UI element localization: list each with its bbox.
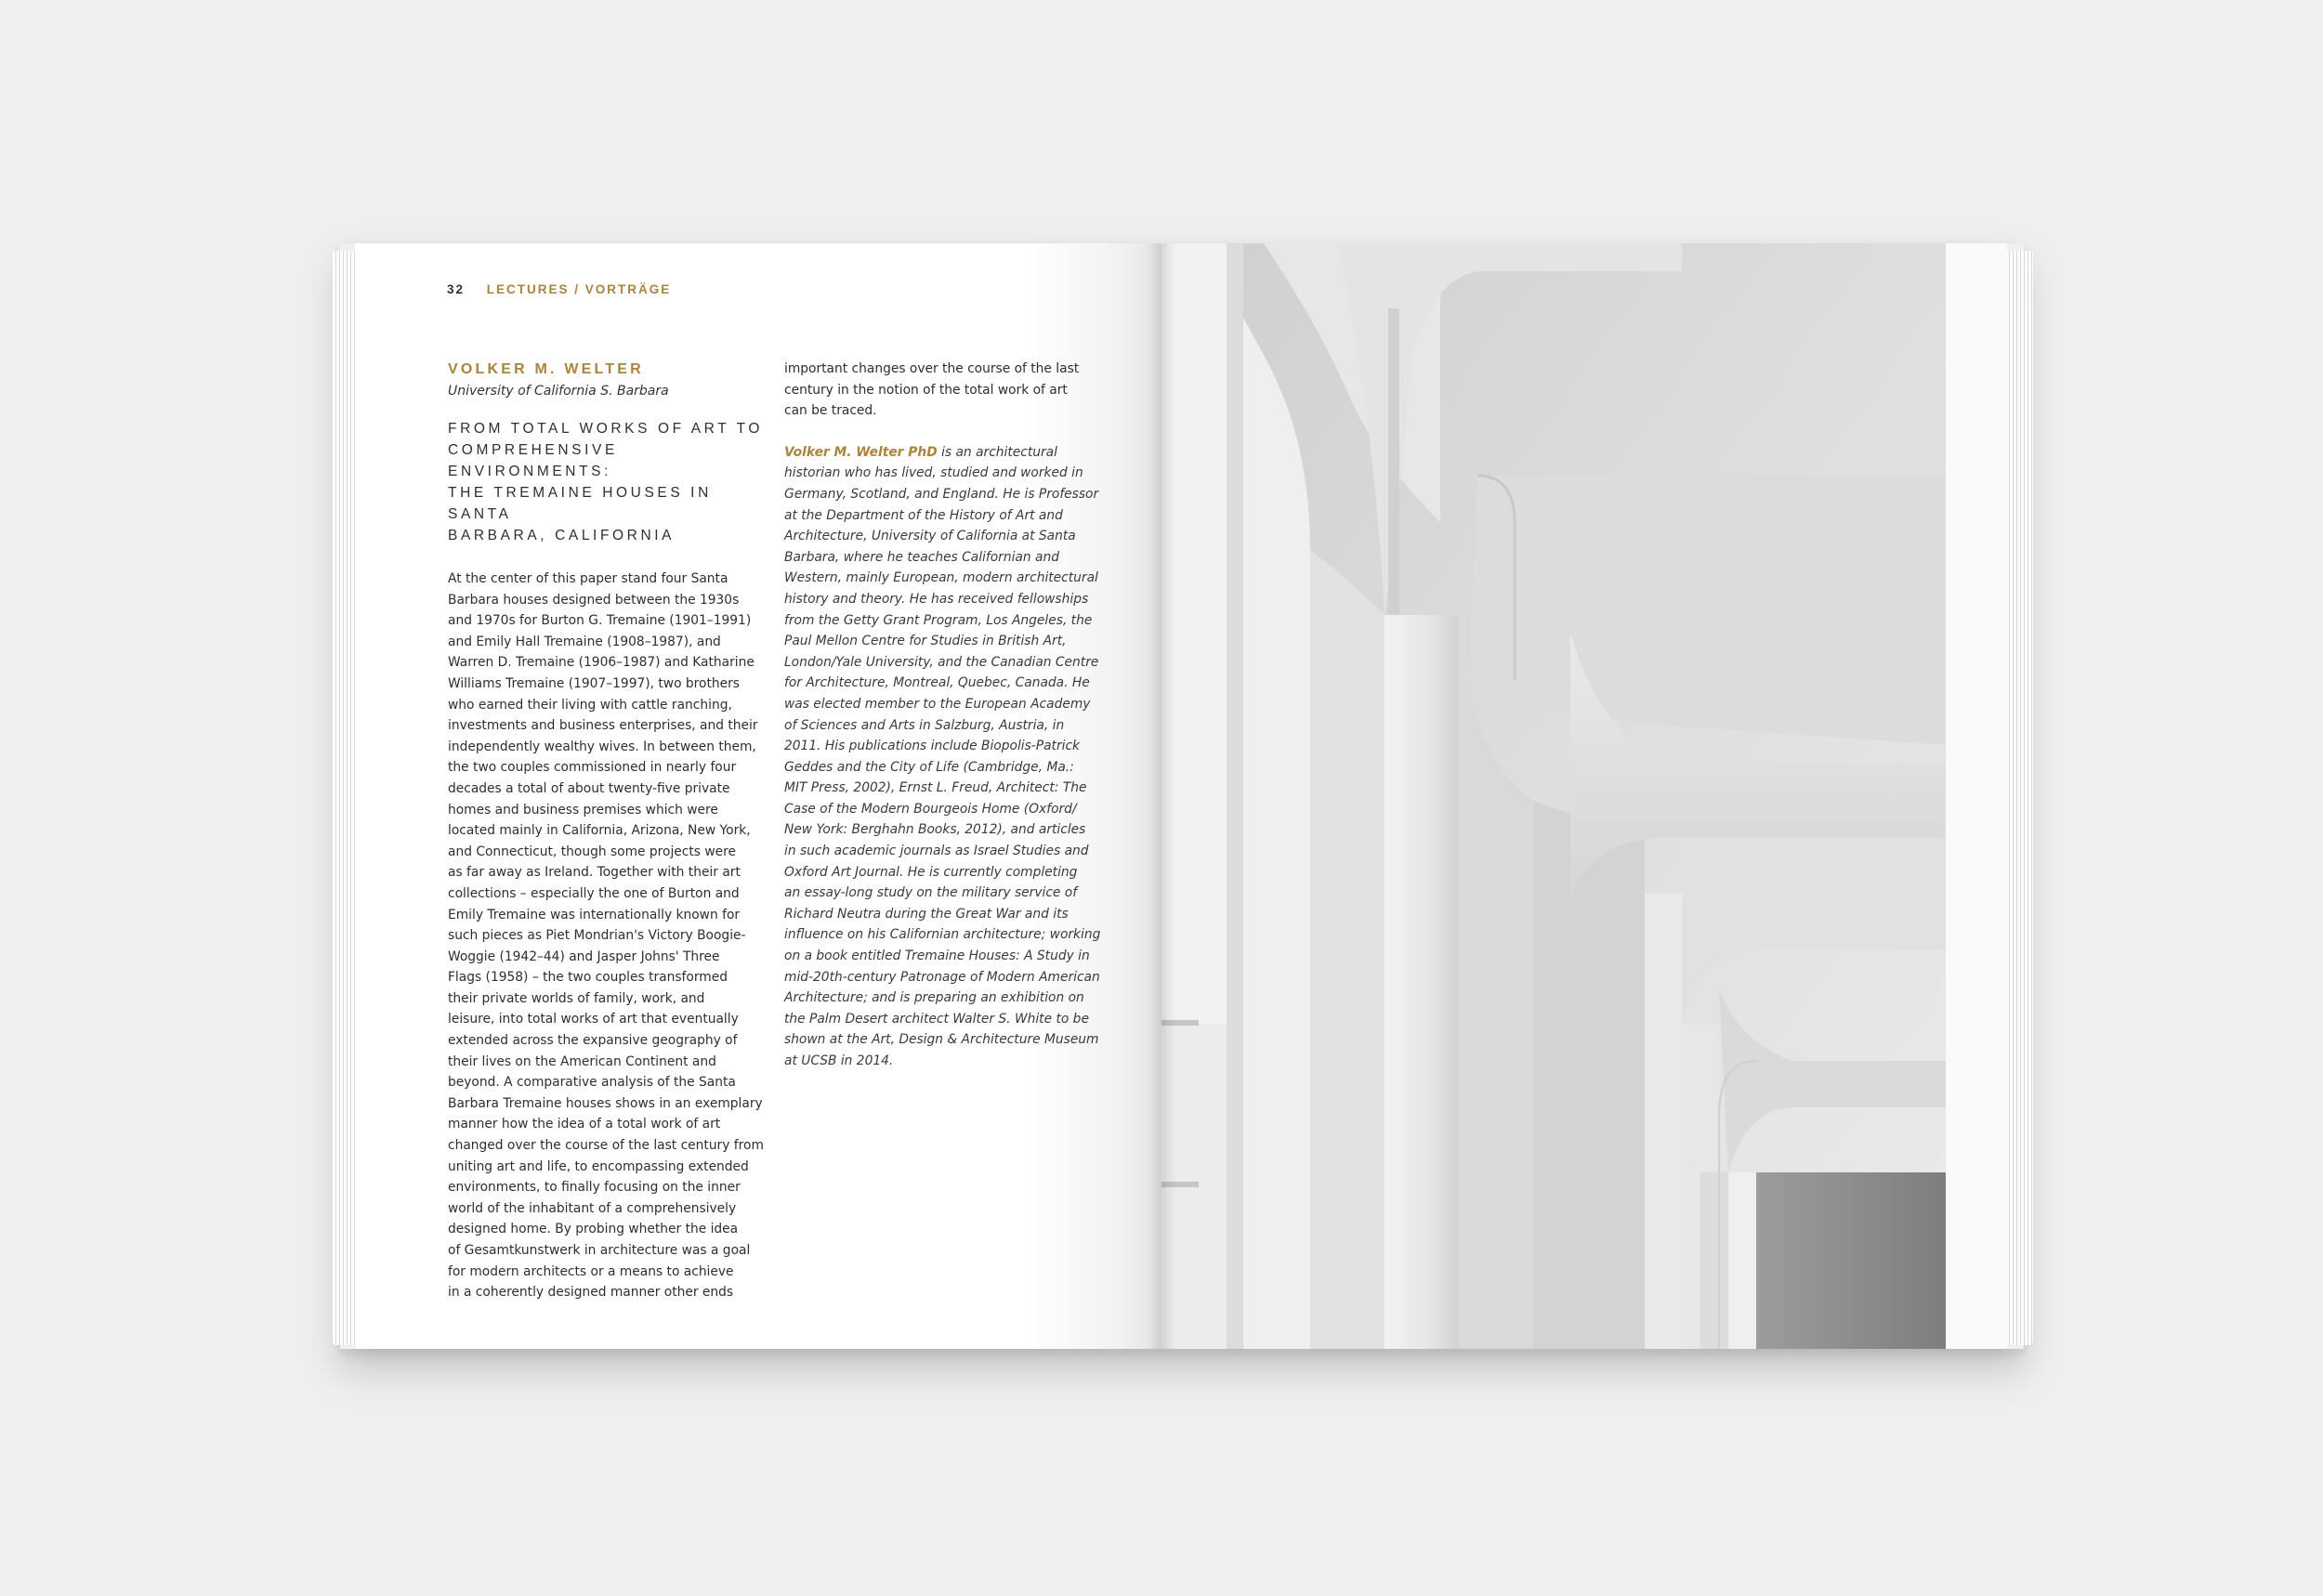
body-line: and Connecticut, though some projects were [448,844,736,859]
left-column [448,359,764,1303]
abstract-continued [784,359,1100,422]
page-edges-right [2005,251,2033,1345]
bio-line: history and theory. He has received fellowships [784,591,1089,607]
body-line: can be traced. [784,403,877,419]
author-name: VOLKER M. WELTER [448,361,644,377]
bio-first-line [784,442,1100,464]
body-line: important changes over the course of the last [784,361,1080,376]
bio-line: Geddes and the City of Life (Cambridge, Ma.: [784,759,1074,775]
right-column [784,359,1100,1072]
body-line: Woggie (1942–44) and Jasper Johns' Three [448,948,720,964]
body-line: Barbara houses designed between the 1930s [448,592,740,608]
title-line: THE TREMAINE HOUSES IN SANTA [448,485,712,522]
architecture-photo [1162,243,1946,1349]
section-title: LECTURES / VORTRÄGE [486,282,672,296]
body-line: Barbara Tremaine houses shows in an exemplary [448,1095,763,1111]
bio-line: New York: Berghahn Books, 2012), and articles [784,822,1086,838]
body-line: and 1970s for Burton G. Tremaine (1901–1991) [448,613,752,629]
bio-line: was elected member to the European Academy [784,696,1091,712]
bio-line: London/Yale University, and the Canadian Centre [784,654,1099,670]
body-line: Emily Tremaine was internationally known for [448,907,741,922]
bio-line: the Palm Desert architect Walter S. White to be [784,1011,1089,1027]
bio-line: Oxford Art Journal. He is currently completing [784,864,1078,880]
author-affiliation: University of California S. Barbara [448,384,669,399]
bio-line: Case of the Modern Bourgeois Home (Oxford/ [784,801,1077,817]
body-line: for modern architects or a means to achieve [448,1263,734,1279]
title-line: FROM TOTAL WORKS OF ART TO [448,421,764,437]
bio-line: from the Getty Grant Program, Los Angeles, the [784,612,1093,628]
body-line: extended across the expansive geography of [448,1033,738,1049]
body-line: uniting art and life, to encompassing extended [448,1158,749,1174]
body-line: collections – especially the one of Burton and [448,885,740,901]
body-line: leisure, into total works of art that eventually [448,1012,739,1027]
body-line: investments and business enterprises, and their [448,718,758,734]
page-edges-left [333,251,357,1345]
body-line: the two couples commissioned in nearly four [448,760,737,776]
bio-line: MIT Press, 2002), Ernst L. Freud, Architect: The [784,780,1087,796]
body-line: manner how the idea of a total work of art [448,1117,721,1132]
bio-line: on a book entitled Tremaine Houses: A Study in [784,948,1090,964]
body-line: in a coherently designed manner other ends [448,1285,734,1301]
body-line: Williams Tremaine (1907–1997), two brothers [448,675,740,691]
bio-line: Western, mainly European, modern architectural [784,570,1098,586]
bio-line: at UCSB in 2014. [784,1053,894,1068]
bio-line: at the Department of the History of Art and [784,507,1063,523]
body-line: environments, to finally focusing on the inner [448,1180,741,1196]
page-number: 32 [447,282,466,296]
bio-first-line-rest: is an architectural [937,444,1057,460]
body-line: as far away as Ireland. Together with their art [448,865,741,881]
body-line: such pieces as Piet Mondrian's Victory Boogie- [448,928,746,944]
bio-line: Paul Mellon Centre for Studies in British Art, [784,634,1067,649]
bio-line: 2011. His publications include Biopolis-Patrick [784,739,1081,754]
body-line: designed home. By probing whether the idea [448,1222,739,1237]
body-line: century in the notion of the total work of art [784,382,1068,398]
title-line: COMPREHENSIVE ENVIRONMENTS: [448,442,618,479]
article-title [448,418,764,546]
body-line: located mainly in California, Arizona, New York, [448,823,751,839]
bio-line: influence on his Californian architecture; working [784,927,1101,943]
body-line: At the center of this paper stand four Santa [448,571,728,586]
body-line: independently wealthy wives. In between them, [448,739,756,754]
bio-line: historian who has lived, studied and worked in [784,465,1083,481]
body-line: of Gesamtkunstwerk in architecture was a goal [448,1243,751,1258]
bio-line: Germany, Scotland, and England. He is Professor [784,486,1099,502]
bio-line: Barbara, where he teaches Californian and [784,549,1059,565]
bio-line: an essay-long study on the military service of [784,885,1078,901]
body-line: who earned their living with cattle ranching, [448,697,732,713]
body-line: their lives on the American Continent and [448,1053,716,1069]
body-line: beyond. A comparative analysis of the Santa [448,1075,736,1091]
bio-line: mid-20th-century Patronage of Modern American [784,969,1100,985]
body-line: and Emily Hall Tremaine (1908–1987), and [448,634,721,649]
title-line: BARBARA, CALIFORNIA [448,528,676,543]
bio-line: Architecture, University of California at Santa [784,529,1076,544]
body-line: Flags (1958) – the two couples transformed [448,970,728,986]
body-line: homes and business premises which were [448,802,718,818]
abstract-body [448,569,764,1303]
body-line: Warren D. Tremaine (1906–1987) and Katharine [448,655,755,671]
body-line: changed over the course of the last century from [448,1138,764,1154]
bio-line: of Sciences and Arts in Salzburg, Austria, in [784,717,1065,733]
bio-line: for Architecture, Montreal, Quebec, Canada. He [784,675,1090,691]
bio-line: shown at the Art, Design & Architecture Museum [784,1032,1099,1048]
running-head [447,282,671,296]
author-bio [784,442,1100,1072]
body-line: decades a total of about twenty-five private [448,780,730,796]
bio-name: Volker M. Welter PhD [784,444,938,460]
bio-body [784,463,1100,1071]
body-line: world of the inhabitant of a comprehensively [448,1200,737,1216]
body-line: their private worlds of family, work, and [448,990,705,1006]
bio-line: Architecture; and is preparing an exhibition on [784,990,1084,1006]
bio-line: Richard Neutra during the Great War and its [784,906,1069,922]
bio-line: in such academic journals as Israel Studies and [784,844,1089,859]
